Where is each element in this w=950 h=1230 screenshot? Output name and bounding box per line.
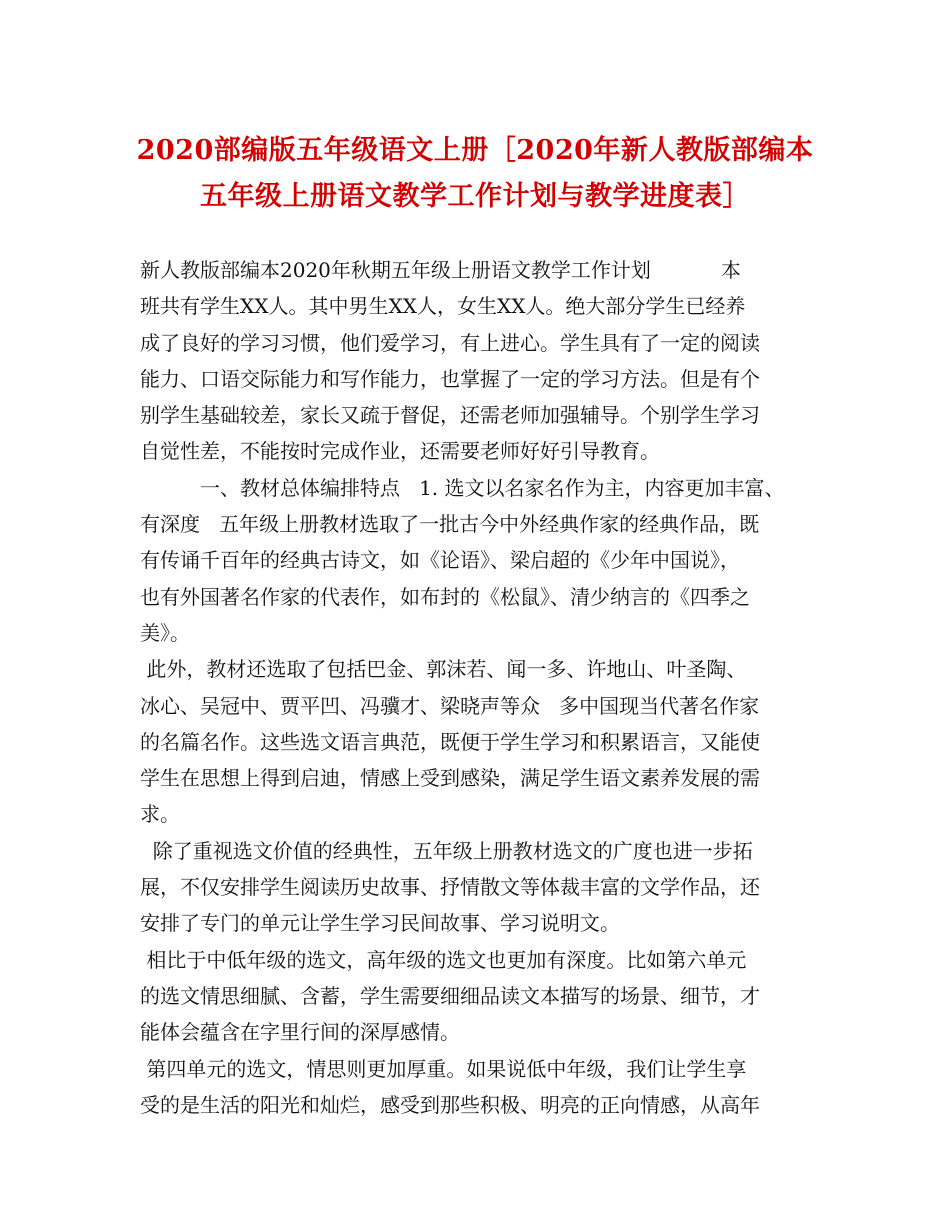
- body-line-11: 美》。: [140, 620, 190, 645]
- body-line-12: 此外，教材还选取了包括巴金、郭沫若、闻一多、许地山、叶圣陶、: [140, 657, 747, 682]
- body-line-7: 一、教材总体编排特点 1. 选文以名家名作为主，内容更加丰富、: [140, 475, 785, 500]
- body-line-4: 能力、口语交际能力和写作能力，也掌握了一定的学习方法。但是有个: [140, 366, 760, 391]
- body-line-23: 第四单元的选文，情思则更加厚重。如果说低中年级，我们让学生享: [140, 1056, 747, 1081]
- body-line-10: 也有外国著名作家的代表作，如布封的《松鼠》、清少纳言的《四季之: [140, 584, 750, 609]
- body-line-13: 冰心、吴冠中、贾平凹、冯骥才、梁晓声等众 多中国现当代著名作家: [140, 693, 760, 718]
- body-line-1: 新人教版部编本2020年秋期五年级上册语文教学工作计划 本: [140, 258, 741, 282]
- body-line-2: 班共有学生XX人。其中男生XX人，女生XX人。绝大部分学生已经养: [140, 294, 746, 319]
- document-title-line-1: 2020部编版五年级语文上册［2020年新人教版部编本: [136, 135, 814, 166]
- body-line-9: 有传诵千百年的经典古诗文，如《论语》、梁启超的《少年中国说》，: [140, 548, 740, 573]
- body-line-8: 有深度 五年级上册教材选取了一批古今中外经典作家的经典作品，既: [140, 512, 760, 537]
- body-line-20: 相比于中低年级的选文，高年级的选文也更加有深度。比如第六单元: [140, 947, 747, 972]
- body-line-14: 的名篇名作。这些选文语言典范，既便于学生学习和积累语言，又能使: [140, 729, 760, 754]
- body-line-19: 安排了专门的单元让学生学习民间故事、学习说明文。: [140, 911, 620, 936]
- body-line-21: 的选文情思细腻、含蓄，学生需要细细品读文本描写的场景、细节，才: [140, 983, 760, 1008]
- body-line-16: 求。: [140, 802, 180, 827]
- body-line-15: 学生在思想上得到启迪，情感上受到感染，满足学生语文素养发展的需: [140, 766, 760, 791]
- body-line-6: 自觉性差，不能按时完成作业，还需要老师好好引导教育。: [140, 439, 660, 464]
- body-line-24: 受的是生活的阳光和灿烂，感受到那些积极、明亮的正向情感，从高年: [140, 1092, 760, 1117]
- body-line-18: 展，不仅安排学生阅读历史故事、抒情散文等体裁丰富的文学作品，还: [140, 875, 760, 900]
- body-line-3: 成了良好的学习习惯，他们爱学习，有上进心。学生具有了一定的阅读: [140, 330, 760, 355]
- document-title-line-2: 五年级上册语文教学工作计划与教学进度表］: [200, 181, 750, 212]
- body-line-22: 能体会蕴含在字里行间的深厚感情。: [140, 1020, 460, 1045]
- body-line-17: 除了重视选文价值的经典性，五年级上册教材选文的广度也进一步拓: [140, 838, 753, 863]
- body-line-5: 别学生基础较差，家长又疏于督促，还需老师加强辅导。个别学生学习: [140, 403, 760, 428]
- document-body: [140, 252, 820, 1123]
